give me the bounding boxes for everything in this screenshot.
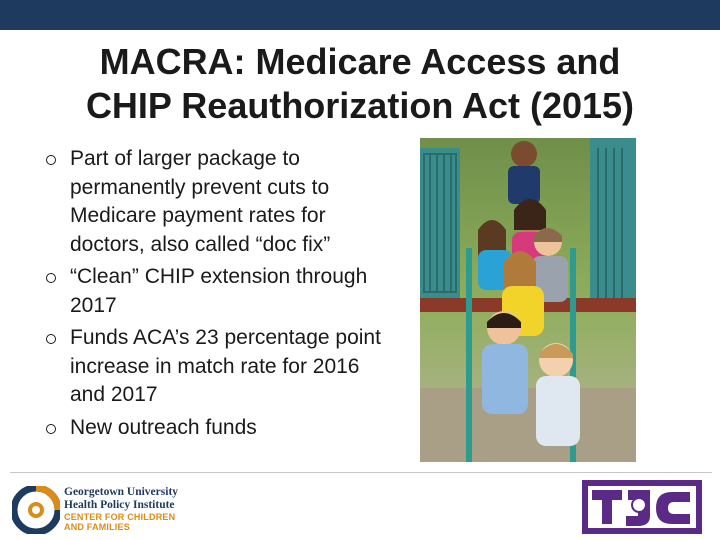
bullet-item bbox=[44, 263, 384, 320]
tjc-logo-icon bbox=[582, 480, 702, 534]
bullet-list bbox=[44, 145, 384, 446]
gu-center-line2: AND FAMILIES bbox=[64, 522, 130, 532]
georgetown-logo bbox=[12, 484, 212, 534]
bullet-item bbox=[44, 145, 384, 259]
bullet-text: Part of larger package to permanently prevent cuts to Medicare payment rates for doctors, also called “doc fix” bbox=[70, 147, 331, 256]
bullet-item bbox=[44, 414, 384, 443]
circle-bullet-icon bbox=[46, 424, 56, 434]
footer-divider bbox=[10, 472, 712, 473]
bullet-text: “Clean” CHIP extension through 2017 bbox=[70, 265, 368, 317]
photo-illustration bbox=[420, 138, 636, 462]
gu-center-line1: CENTER FOR CHILDREN bbox=[64, 512, 176, 522]
circle-bullet-icon bbox=[46, 155, 56, 165]
children-playground-photo bbox=[420, 138, 636, 462]
georgetown-emblem-icon bbox=[12, 486, 60, 534]
slide-title-line-2: CHIP Reauthorization Act (2015) bbox=[85, 85, 635, 126]
bullet-text: Funds ACA’s 23 percentage point increase in match rate for 2016 and 2017 bbox=[70, 326, 381, 406]
top-banner bbox=[0, 0, 720, 30]
circle-bullet-icon bbox=[46, 334, 56, 344]
gu-institute: Health Policy Institute bbox=[64, 499, 175, 511]
tjc-logo bbox=[582, 480, 702, 534]
slide-title-line-1: MACRA: Medicare Access and bbox=[99, 41, 621, 82]
circle-bullet-icon bbox=[46, 273, 56, 283]
bullet-text: New outreach funds bbox=[70, 415, 257, 439]
bullet-item bbox=[44, 324, 384, 410]
gu-name: Georgetown University bbox=[64, 486, 179, 498]
slide-title bbox=[20, 40, 700, 128]
